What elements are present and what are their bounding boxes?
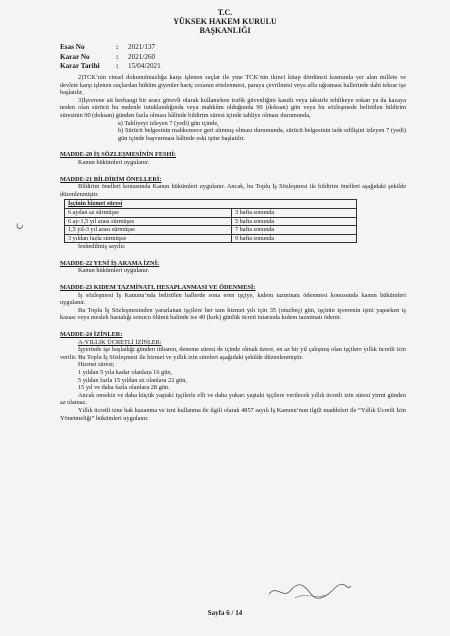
article-24-list-title: Hizmet süresi; [78,361,115,369]
table-cell-notice: 9 hafta sonunda [232,234,357,243]
meta-row-karar [60,53,161,63]
meta-label: Esas No [60,43,85,51]
article-24-subtitle: A-YILLIK ÜCRETLİ İZİNLER: [78,338,162,346]
article-22-text: Kanun hükümleri uygulanır. [78,267,150,275]
article-20-text: Kanun hükümleri uygulanır. [78,158,150,166]
list-item: 15 yıl ve daha fazla olanlara 28 gün. [78,384,170,392]
document-body [60,74,406,422]
meta-value: 2021/137 [128,43,156,51]
table-cell-period: 6 ay-1,5 yıl arası sürmüşse [65,217,232,226]
paragraph-2: 2)TCK’nin cinsel dokunulmazlığa karşı işlenen suçlar ile yine TCK’nin ikinci kitap dördüncü kısmında yer alan millete ve devlete karşı işlenen suçlardan hüküm giyenler hariç cezanın ertelenmesi, paraya çevrilmesi veya affa uğraması hallerinde dahi tekrar işe başlatılır. [60,74,406,97]
meta-label: Karar Tarihi [60,62,100,70]
list-item: 5 yıldan fazla 15 yıldan az olanlara 22 gün, [78,376,187,384]
table-row [65,226,357,235]
table-cell-period: 1,5 yıl-3 yıl arası sürmüşse [65,226,232,235]
article-21-text: Bildirim önelleri konusunda Kanun hükümleri uygulanır. Ancak, bu Toplu İş Sözleşmesi ile bildirim önelleri aşağıdaki şekilde düzenlenmiştir. [60,183,406,198]
table-cell-period: 6 aydan az sürmüşse [65,208,232,217]
meta-value: 2021/260 [128,52,156,61]
notice-table-header-cell: İşçinin hizmet süresi [65,200,357,209]
article-23-title: MADDE-23 KIDEM TAZMİNATI, HESAPLANMASI VE ÖDENMESİ: [60,284,256,292]
article-22-title: MADDE-22 YENİ İŞ ARAMA İZNİ: [60,259,160,267]
article-23-p2: Bu Toplu İş Sözleşmesinden yararlanan işçilere her tam hizmet yılı için 35 (otuzbeş) gün, işçinin işverenin işini yaparken iş kazası veya meslek hastalığı sonucu ölümü halinde ise 40 (kırk) günlük ücreti tutarında kıdem tazminatı ödenir. [60,306,406,322]
article-24-title: MADDE-24 İZİNLER: [60,331,123,339]
table-cell-notice: 3 hafta sonunda [232,208,357,217]
meta-sep: : [116,43,119,51]
article-21-title: MADDE-21 BİLDİRİM ÖNELLERİ: [60,175,162,183]
table-cell-period: 3 yıldan fazla sürmüşse [65,234,232,243]
article-24-p3: Yıllık ücretli izne hak kazanma ve izni kullanma ile ilgili olarak 4857 sayılı İş Kanunu’nun ilgili maddeleri ile “Yıllık Ücretli İzin Yönetmeliği” hükümleri uygulanır. [60,406,406,422]
table-cell-notice: 7 hafta sonunda [232,226,357,235]
article-24-p2: Ancak onsekiz ve daha küçük yaştaki işçilerle elli ve daha yukarı yaştaki işçilere verilecek yıllık ücretli izin süresi yirmi günden az olamaz. [60,391,406,407]
list-item: 1 yıldan 5 yıla kadar olanlara 16 gün, [78,369,173,376]
header-institution: YÜKSEK HAKEM KURULU [173,17,277,26]
meta-label: Karar No [60,52,90,61]
margin-handwritten-mark: С [14,222,25,231]
meta-sep: : [116,52,119,61]
signature-scribble-icon [265,580,355,602]
case-metadata [60,43,161,72]
article-24-p1: İşyerinde işe başladığı günden itibaren, deneme süresi de içinde olmak üzere, en az bir yıl çalışmış olan işçilere yıllık ücretli izin verilir. Bu Toplu İş Sözleşmesi ile hizmet ve yıllık izin süreleri aşağıdaki şekilde düzenlenmiştir. [60,346,406,361]
paragraph-3b: b) Sürücü belgesinin mahkemece geri alınmış olması durumunda, sürücü belgesinin iade edilişini izleyen 7 (yedi) gün içinde başvurması hâlinde eski işine başlatılır. [118,127,406,142]
header-department: BAŞKANLIĞI [199,26,251,35]
paragraph-3a: a) Tahliyeyi izleyen 7 (yedi) gün içinde, [118,119,219,127]
paragraph-3: 3)İşverene ait herhangi bir aracı görevli olarak kullanırken trafik güvenliğini kasıtlı veya taksirle tehlikeye sokan ya da kazaya neden olan sürücü bu nedenle tutuklandığında veya mahkûm olduğunda 90 (doksan) gün veya bu sözleşmede belirtilen bildirim süresinin 90 (doksan) günden fazla olması hâlinde bildirim süresi içinde tahliye olması durumunda, [60,96,406,119]
meta-sep: : [116,62,119,70]
meta-value: 15/04/2021 [128,62,161,70]
header-tc: T.C. [217,8,233,17]
table-cell-notice: 5 hafta sonunda [232,217,357,226]
page-number: Sayfa 6 / 14 [207,609,243,617]
table-row [65,208,357,217]
notice-table-header [65,200,357,209]
meta-row-tarih [60,62,161,72]
meta-row-esas [60,43,161,53]
table-row [65,217,357,226]
table-row [65,234,357,243]
article-20-title: MADDE-20 İŞ SÖZLEŞMESİNİN FESHİ: [60,151,176,159]
article-23-p1: İş sözleşmesi İş Kanunu’nda belirtilen hallerde sona eren işçiye, kıdem tazminatı ödenmesi konusunda kanun hükümleri uygulanır. [60,291,406,307]
article-21-after: feshedilmiş sayılır. [78,243,126,251]
notice-period-table [64,199,357,243]
